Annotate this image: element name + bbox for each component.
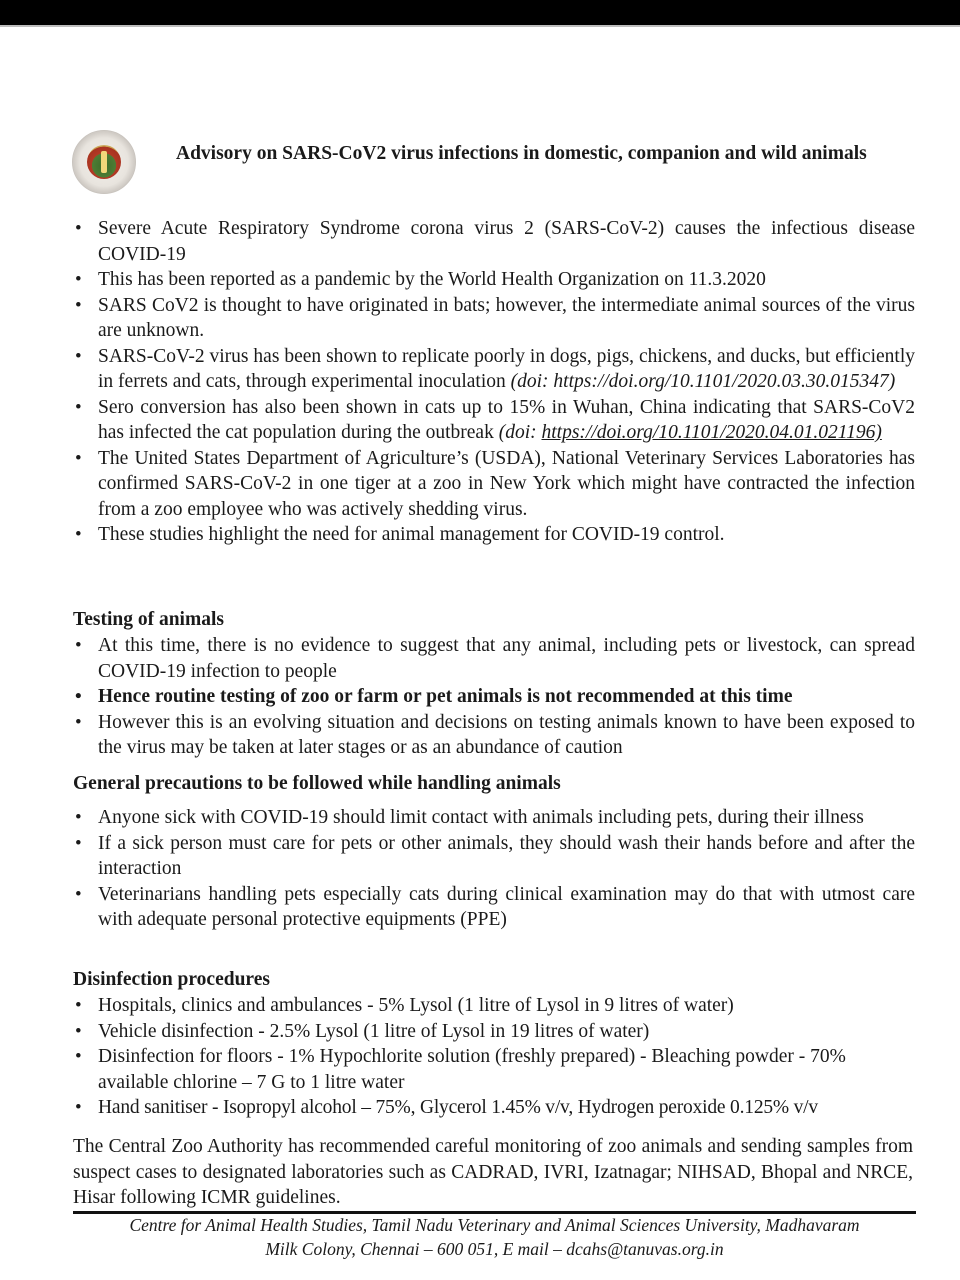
list-item: • However this is an evolving situation and decisions on testing animals known to have been exposed to the virus may be taken at later stages or as an abundance of caution bbox=[73, 710, 915, 761]
list-item: • Severe Acute Respiratory Syndrome corona virus 2 (SARS-CoV-2) causes the infectious disease COVID-19 bbox=[73, 216, 915, 267]
section-heading-precautions: General precautions to be followed while handling animals bbox=[73, 773, 561, 794]
section-heading-disinfection: Disinfection procedures bbox=[73, 969, 270, 990]
section-heading-testing: Testing of animals bbox=[73, 609, 224, 630]
precautions-bullet-list bbox=[73, 805, 915, 933]
disinfection-bullet-list bbox=[73, 993, 915, 1121]
footer-address-line1: Centre for Animal Health Studies, Tamil Nadu Veterinary and Animal Sciences University, Madhavaram bbox=[129, 1215, 860, 1235]
list-item: • Anyone sick with COVID-19 should limit contact with animals including pets, during their illness bbox=[73, 805, 915, 831]
seal-torch bbox=[101, 151, 107, 173]
list-item: • Vehicle disinfection - 2.5% Lysol (1 litre of Lysol in 19 litres of water) bbox=[73, 1019, 915, 1045]
list-item: • SARS CoV2 is thought to have originated in bats; however, the intermediate animal sources of the virus are unknown. bbox=[73, 293, 915, 344]
list-item: • Hence routine testing of zoo or farm or pet animals is not recommended at this time bbox=[73, 684, 915, 710]
footer bbox=[73, 1213, 916, 1261]
list-item: • If a sick person must care for pets or other animals, they should wash their hands before and after the interaction bbox=[73, 831, 915, 882]
list-item: • Hand sanitiser - Isopropyl alcohol – 75%, Glycerol 1.45% v/v, Hydrogen peroxide 0.125% v/v bbox=[73, 1095, 915, 1121]
document-title: Advisory on SARS-CoV2 virus infections in domestic, companion and wild animals bbox=[176, 143, 867, 164]
list-item: • Sero conversion has also been shown in cats up to 15% in Wuhan, China indicating that SARS-CoV2 has infected the cat population during the outbreak (doi: https://doi.org/10.1101/2020.04.01.021196) bbox=[73, 395, 915, 446]
closing-paragraph: The Central Zoo Authority has recommended careful monitoring of zoo animals and sending samples from suspect cases to designated laboratories such as CADRAD, IVRI, Izatnagar; NIHSAD, Bhopal and NRCE, Hisar following ICMR guidelines. bbox=[73, 1136, 913, 1208]
top-bar-edge bbox=[0, 25, 960, 27]
list-item: • These studies highlight the need for animal management for COVID-19 control. bbox=[73, 522, 915, 548]
top-black-bar bbox=[0, 0, 960, 25]
list-item: • Veterinarians handling pets especially cats during clinical examination may do that with utmost care with adequate personal protective equipments (PPE) bbox=[73, 882, 915, 933]
doi-citation: (doi: https://doi.org/10.1101/2020.03.30.015347) bbox=[510, 371, 896, 392]
list-item: • SARS-CoV-2 virus has been shown to replicate poorly in dogs, pigs, chickens, and ducks, but efficiently in ferrets and cats, through experimental inoculation (doi: https://doi.org/10.1101/2020.03.30.015347) bbox=[73, 344, 915, 395]
university-seal-icon bbox=[72, 130, 136, 194]
testing-bullet-list bbox=[73, 633, 915, 761]
list-item: • This has been reported as a pandemic by the World Health Organization on 11.3.2020 bbox=[73, 267, 915, 293]
list-item: • Hospitals, clinics and ambulances - 5% Lysol (1 litre of Lysol in 9 litres of water) bbox=[73, 993, 915, 1019]
intro-bullet-list bbox=[73, 216, 915, 548]
list-item: • The United States Department of Agriculture’s (USDA), National Veterinary Services Laboratories has confirmed SARS-CoV-2 in one tiger at a zoo in New York which might have contracted the infection from a zoo employee who was actively shedding virus. bbox=[73, 446, 915, 523]
list-item: • At this time, there is no evidence to suggest that any animal, including pets or livestock, can spread COVID-19 infection to people bbox=[73, 633, 915, 684]
doi-link[interactable]: https://doi.org/10.1101/2020.04.01.021196) bbox=[541, 422, 882, 443]
list-item: • Disinfection for floors - 1% Hypochlorite solution (freshly prepared) - Bleaching powder - 70% available chlorine – 7 G to 1 litre water bbox=[73, 1044, 915, 1095]
footer-address-line2: Milk Colony, Chennai – 600 051, E mail – dcahs@tanuvas.org.in bbox=[265, 1239, 724, 1259]
